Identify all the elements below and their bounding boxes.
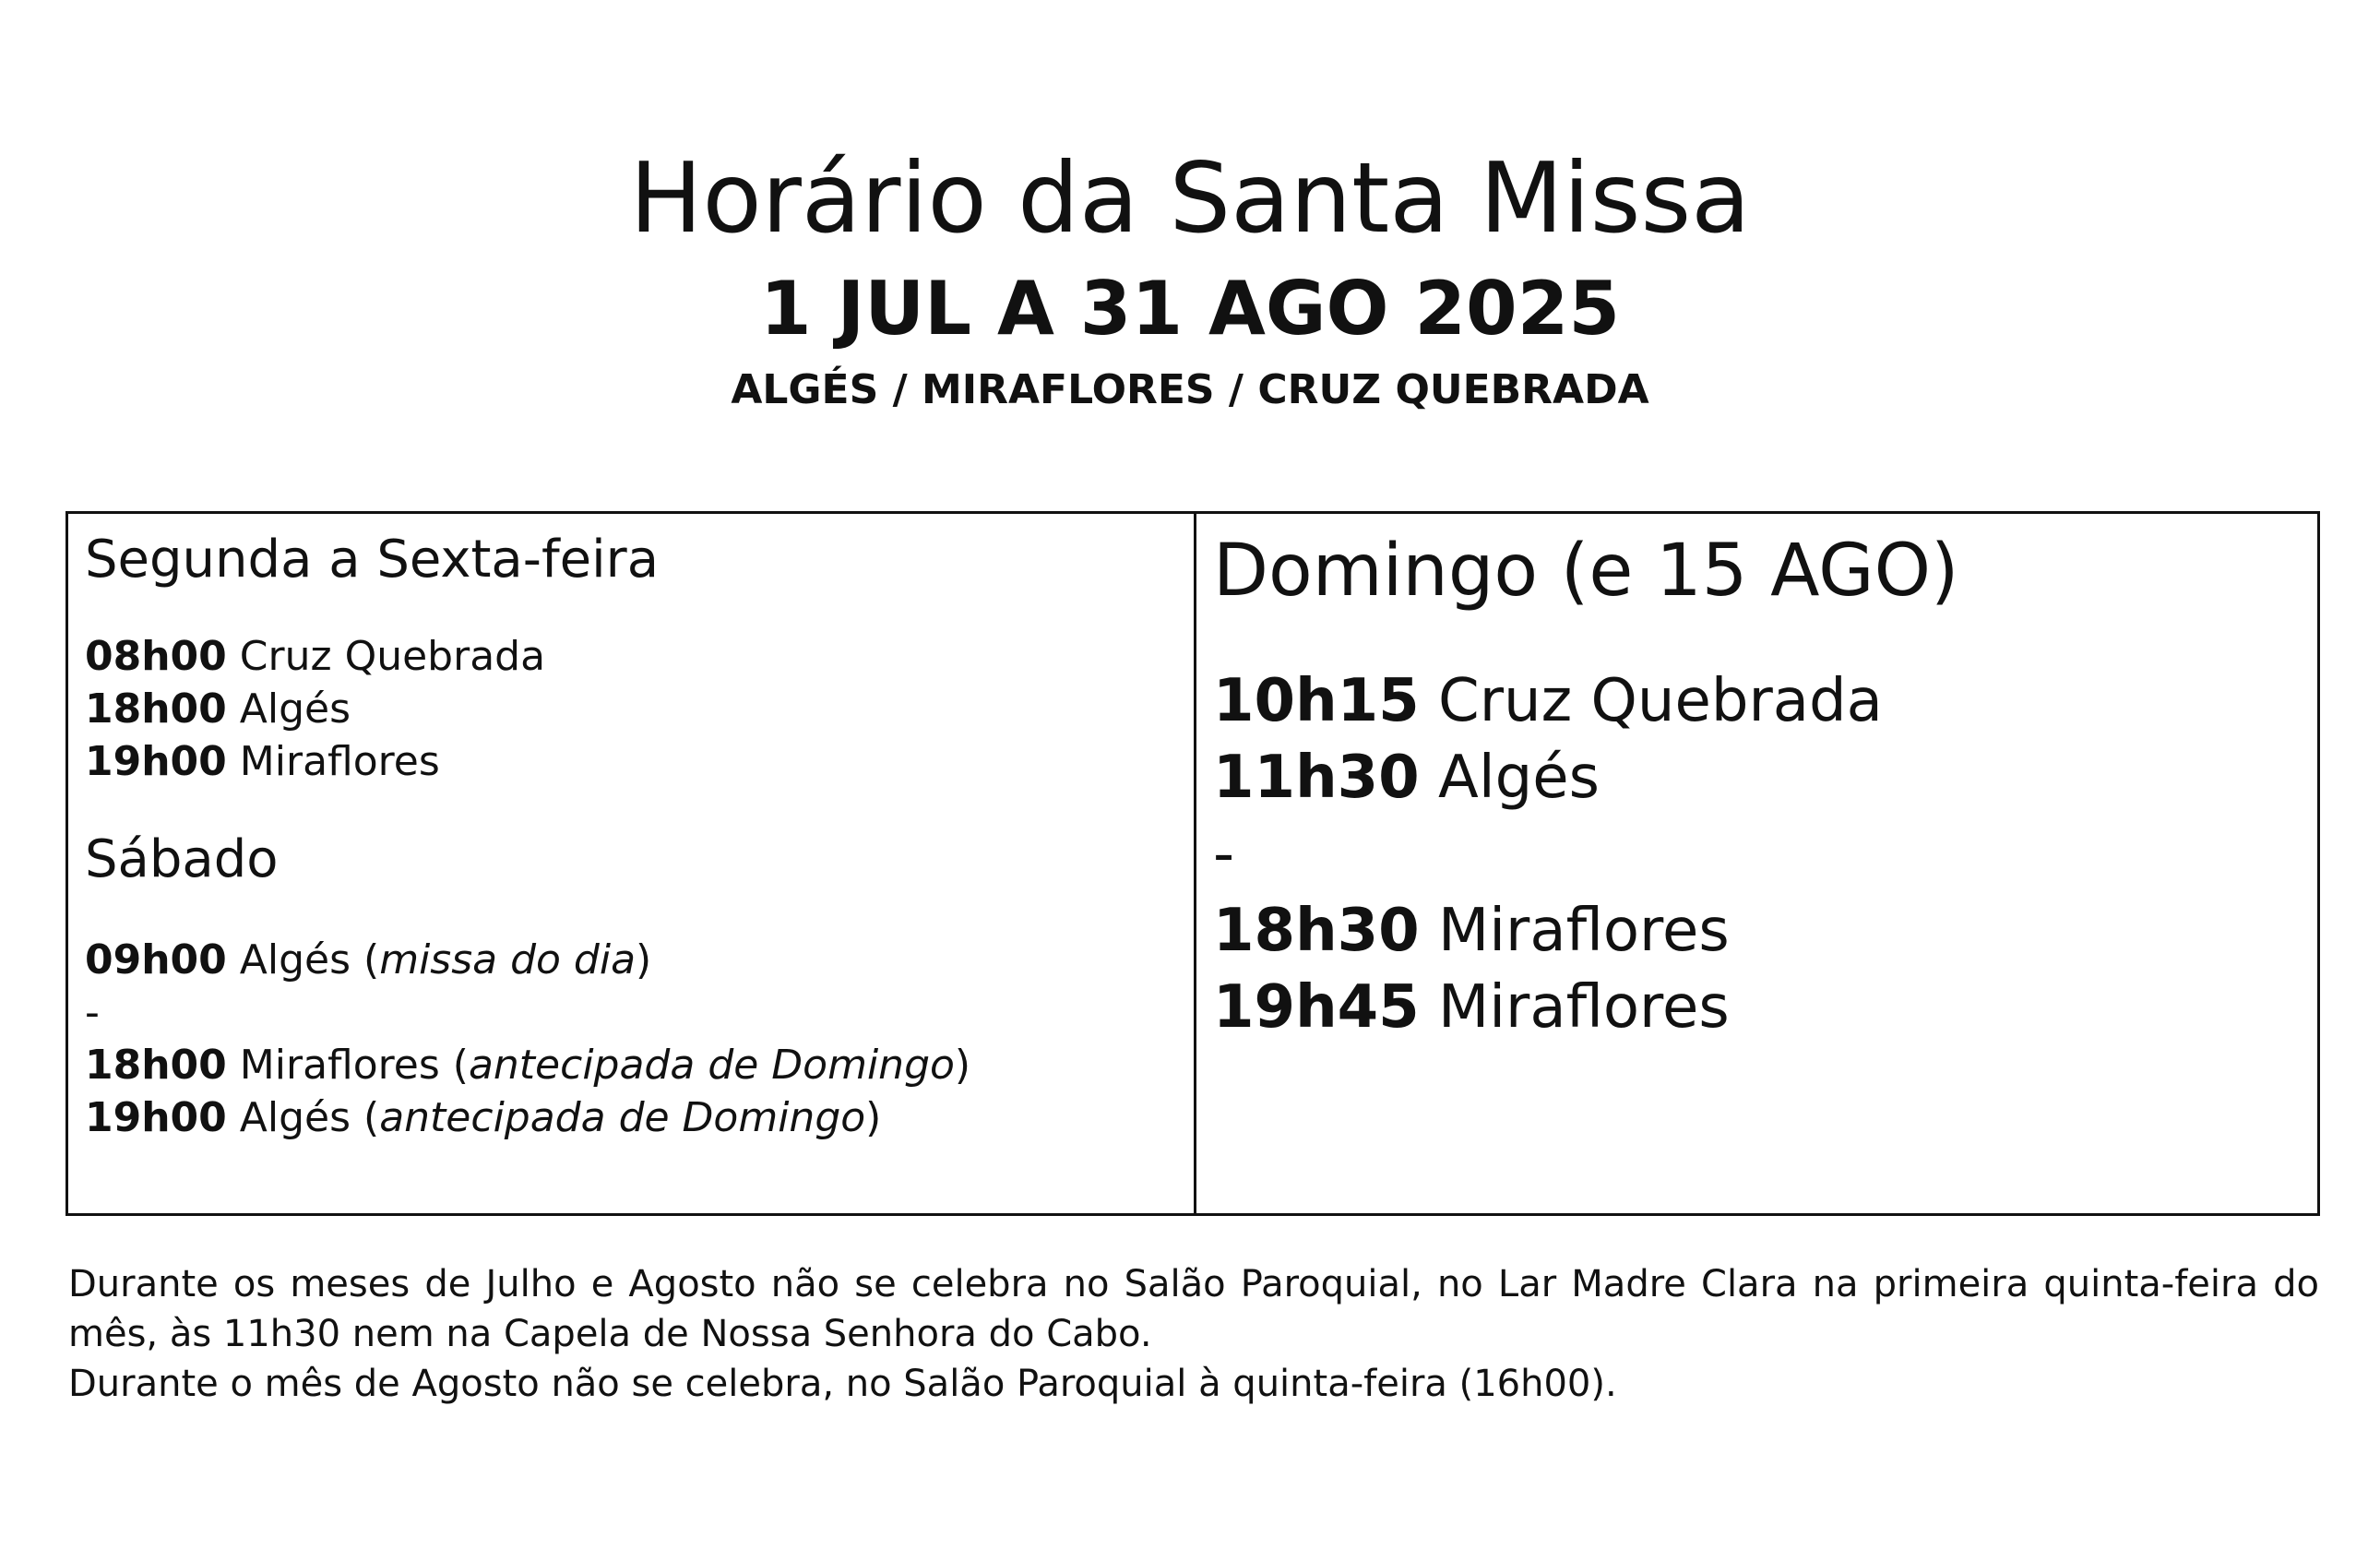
mass-time: 18h00 bbox=[85, 1042, 227, 1089]
mass-place: Algés bbox=[239, 1094, 351, 1141]
mass-note: antecipada de Domingo bbox=[379, 1094, 866, 1141]
schedule-period: 1 JUL A 31 AGO 2025 bbox=[759, 266, 1621, 352]
mass-entry bbox=[85, 683, 1194, 735]
mass-entry bbox=[1213, 970, 2317, 1046]
footnote bbox=[68, 1259, 2319, 1409]
sunday-list bbox=[1213, 663, 2317, 1046]
footnote-paragraph: Durante os meses de Julho e Agosto não se celebra no Salão Paroquial, no Lar Madre Clara na primeira quinta-feira do mês, às 11h30 nem na Capela de Nossa Senhora do Cabo. bbox=[68, 1263, 2319, 1355]
mass-place: Miraflores bbox=[239, 1042, 440, 1089]
mass-entry: 09h00 Algés (missa do dia) bbox=[85, 936, 652, 983]
mass-place: Algés bbox=[239, 936, 351, 983]
mass-entry bbox=[85, 735, 1194, 788]
mass-entry bbox=[85, 630, 1194, 683]
mass-note: missa do dia bbox=[379, 936, 637, 983]
saturday-list bbox=[85, 934, 1194, 1144]
mass-time: 11h30 bbox=[1213, 744, 1420, 812]
page-title: Horário da Santa Missa bbox=[629, 142, 1751, 255]
weekdays-heading: Segunda a Sexta-feira bbox=[85, 530, 660, 590]
mass-time: 19h45 bbox=[1213, 973, 1420, 1042]
mass-entry: 18h00 Miraflores (antecipada de Domingo) bbox=[85, 1042, 971, 1089]
mass-entry bbox=[1213, 740, 2317, 816]
mass-place: Cruz Quebrada bbox=[1438, 667, 1883, 735]
mass-time: 09h00 bbox=[85, 936, 227, 983]
mass-time: 18h00 bbox=[85, 685, 227, 733]
mass-time: 19h00 bbox=[85, 738, 227, 785]
footnote-paragraph: Durante o mês de Agosto não se celebra, no Salão Paroquial à quinta-feira (16h00). bbox=[68, 1363, 1617, 1405]
separator: - bbox=[1213, 820, 1235, 888]
mass-place: Miraflores bbox=[239, 738, 440, 785]
weekday-saturday-column bbox=[68, 514, 1196, 1213]
mass-place: Algés bbox=[1438, 744, 1600, 812]
schedule-table bbox=[65, 511, 2320, 1216]
mass-place: Algés bbox=[239, 685, 351, 733]
weekdays-list bbox=[85, 630, 1194, 788]
mass-entry: 19h00 Algés (antecipada de Domingo) bbox=[85, 1094, 882, 1141]
mass-time: 19h00 bbox=[85, 1094, 227, 1141]
mass-entry bbox=[1213, 663, 2317, 740]
parish-places: ALGÉS / MIRAFLORES / CRUZ QUEBRADA bbox=[731, 366, 1649, 413]
mass-time: 18h30 bbox=[1213, 897, 1420, 965]
mass-entry bbox=[1213, 893, 2317, 970]
saturday-heading: Sábado bbox=[85, 829, 279, 889]
mass-note: antecipada de Domingo bbox=[468, 1042, 955, 1089]
mass-place: Miraflores bbox=[1438, 973, 1730, 1042]
sunday-heading: Domingo (e 15 AGO) bbox=[1213, 530, 1959, 613]
mass-place: Miraflores bbox=[1438, 897, 1730, 965]
sunday-column bbox=[1196, 514, 2317, 1213]
mass-time: 10h15 bbox=[1213, 667, 1420, 735]
mass-place: Cruz Quebrada bbox=[239, 633, 546, 680]
mass-time: 08h00 bbox=[85, 633, 227, 680]
separator: - bbox=[85, 989, 100, 1036]
